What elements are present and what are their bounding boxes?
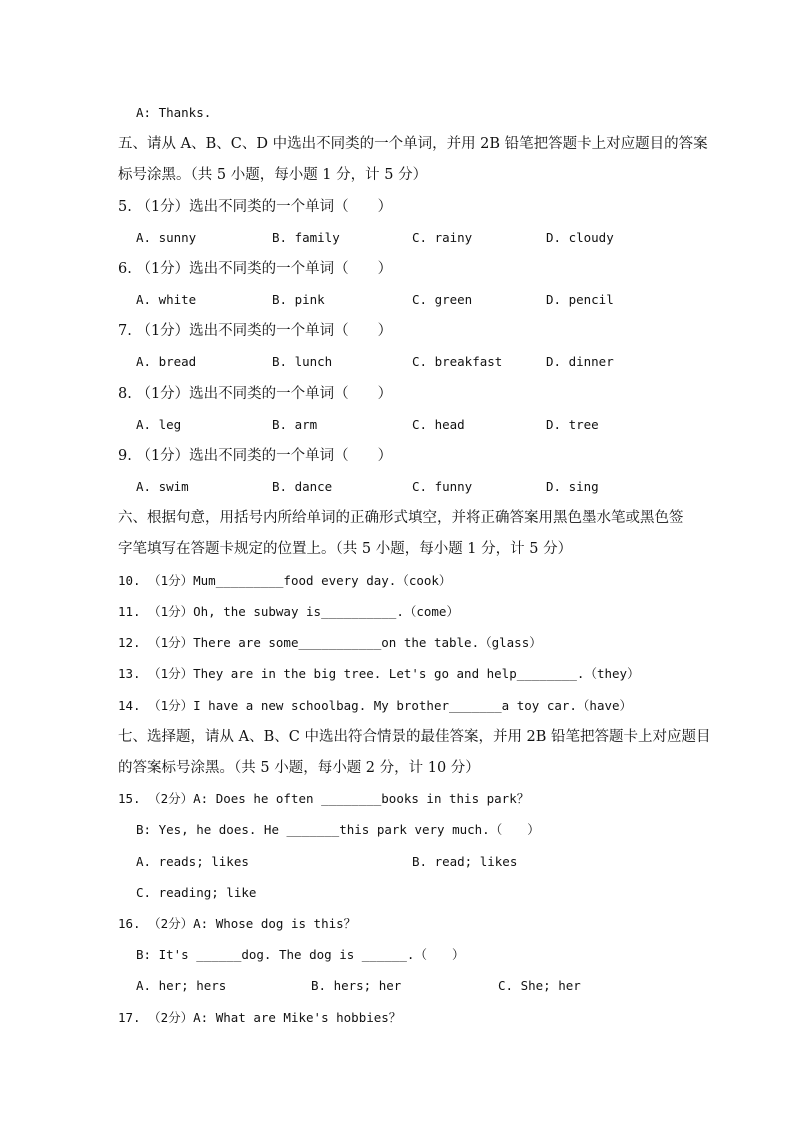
- option-b[interactable]: B. arm: [272, 417, 318, 432]
- question-16-stem: 16. （2分）A: Whose dog is this？: [118, 916, 357, 931]
- section5-instruction-line1: 五、请从 A、B、C、D 中选出不同类的一个单词，并用 2B 铅笔把答题卡上对应题目的答案: [118, 136, 708, 152]
- question-5-stem: 5. （1分）选出不同类的一个单词（ ）: [118, 199, 393, 215]
- answer-line: A: Thanks.: [136, 105, 212, 120]
- question-14: 14. （1分）I have a new schoolbag. My brother_______a toy car.（have）: [118, 698, 633, 713]
- option-b[interactable]: B. hers; her: [311, 978, 402, 993]
- section7-instruction-line1: 七、选择题，请从 A、B、C 中选出符合情景的最佳答案，并用 2B 铅笔把答题卡上对应题目: [118, 729, 711, 745]
- option-a[interactable]: A. sunny: [136, 230, 197, 245]
- option-c[interactable]: C. funny: [412, 479, 473, 494]
- option-a[interactable]: A. swim: [136, 479, 189, 494]
- question-10: 10. （1分）Mum_________food every day.（cook）: [118, 573, 452, 588]
- question-15-stem: 15. （2分）A: Does he often ________books in this park？: [118, 791, 530, 806]
- option-d[interactable]: D. dinner: [546, 354, 614, 369]
- question-16-line2: B: It's ______dog. The dog is ______.（ ）: [136, 947, 465, 962]
- question-13: 13. （1分）They are in the big tree. Let's go and help________.（they）: [118, 666, 640, 681]
- option-d[interactable]: D. pencil: [546, 292, 614, 307]
- option-b[interactable]: B. dance: [272, 479, 333, 494]
- option-c[interactable]: C. rainy: [412, 230, 473, 245]
- option-d[interactable]: D. cloudy: [546, 230, 614, 245]
- question-12: 12. （1分）There are some___________on the table.（glass）: [118, 635, 542, 650]
- option-c[interactable]: C. green: [412, 292, 473, 307]
- section6-instruction-line1: 六、根据句意，用括号内所给单词的正确形式填空，并将正确答案用黑色墨水笔或黑色签: [118, 510, 684, 526]
- option-a[interactable]: A. bread: [136, 354, 197, 369]
- question-11: 11. （1分）Oh, the subway is__________.（come）: [118, 604, 459, 619]
- section6-instruction-line2: 字笔填写在答题卡规定的位置上。（共 5 小题，每小题 1 分，计 5 分）: [118, 541, 573, 557]
- option-b[interactable]: B. lunch: [272, 354, 333, 369]
- option-a[interactable]: A. leg: [136, 417, 182, 432]
- question-15-line2: B: Yes, he does. He _______this park very much.（ ）: [136, 822, 540, 837]
- option-a[interactable]: A. white: [136, 292, 197, 307]
- option-b[interactable]: B. read; likes: [412, 854, 518, 869]
- question-17-stem: 17. （2分）A: What are Mike's hobbies？: [118, 1010, 402, 1025]
- option-b[interactable]: B. family: [272, 230, 340, 245]
- question-6-stem: 6. （1分）选出不同类的一个单词（ ）: [118, 261, 393, 277]
- question-7-stem: 7. （1分）选出不同类的一个单词（ ）: [118, 323, 393, 339]
- section5-instruction-line2: 标号涂黑。（共 5 小题，每小题 1 分，计 5 分）: [118, 167, 428, 183]
- option-d[interactable]: D. sing: [546, 479, 599, 494]
- option-a[interactable]: A. reads; likes: [136, 854, 249, 869]
- option-d[interactable]: D. tree: [546, 417, 599, 432]
- question-9-stem: 9. （1分）选出不同类的一个单词（ ）: [118, 448, 393, 464]
- question-8-stem: 8. （1分）选出不同类的一个单词（ ）: [118, 386, 393, 402]
- option-c[interactable]: C. She; her: [498, 978, 581, 993]
- option-c[interactable]: C. breakfast: [412, 354, 503, 369]
- section7-instruction-line2: 的答案标号涂黑。（共 5 小题，每小题 2 分，计 10 分）: [118, 760, 480, 776]
- option-b[interactable]: B. pink: [272, 292, 325, 307]
- option-c[interactable]: C. reading; like: [136, 885, 257, 900]
- option-c[interactable]: C. head: [412, 417, 465, 432]
- option-a[interactable]: A. her; hers: [136, 978, 227, 993]
